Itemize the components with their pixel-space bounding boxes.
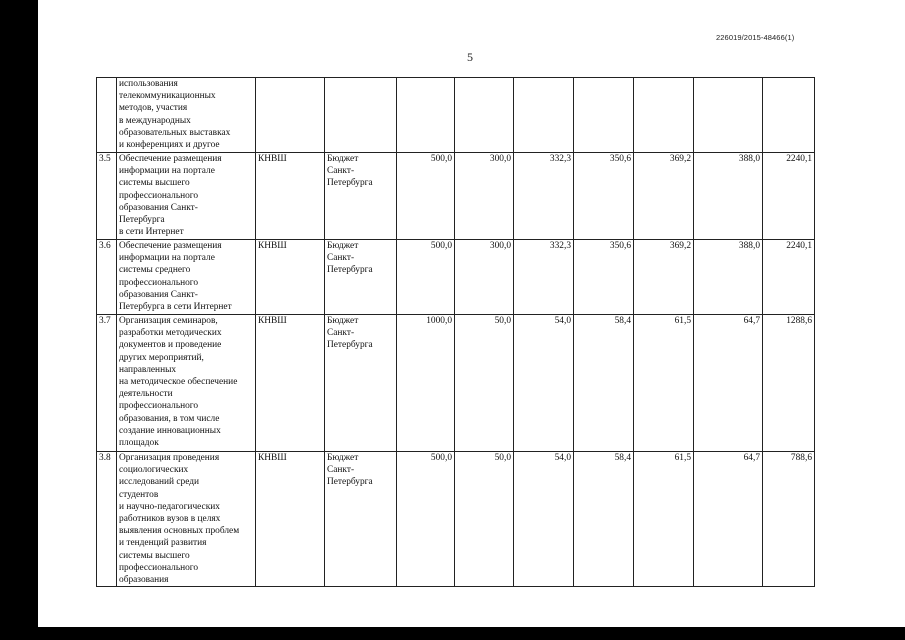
value-cell: 350,6 — [574, 153, 634, 240]
value-cell — [514, 78, 574, 153]
value-cell — [574, 78, 634, 153]
value-cell: 300,0 — [455, 240, 514, 315]
funding-source: Бюджет Санкт- Петербурга — [325, 240, 397, 315]
total-cell: 2240,1 — [763, 153, 815, 240]
total-cell: 1288,6 — [763, 315, 815, 452]
funding-source: Бюджет Санкт- Петербурга — [325, 315, 397, 452]
value-cell: 58,4 — [574, 315, 634, 452]
row-number: 3.6 — [97, 240, 117, 315]
activity-name: Обеспечение размещения информации на портале системы высшего профессионального образования Санкт- Петербурга в сети Интернет — [117, 153, 256, 240]
value-cell: 388,0 — [694, 240, 763, 315]
value-cell: 61,5 — [634, 452, 694, 587]
executor: КНВШ — [256, 153, 325, 240]
table-row — [97, 78, 815, 153]
activity-name: использования телекоммуникационных методов, участия в международных образовательных выставках и конференциях и другое — [117, 78, 256, 153]
executor — [256, 78, 325, 153]
executor: КНВШ — [256, 315, 325, 452]
value-cell: 332,3 — [514, 153, 574, 240]
value-cell — [634, 78, 694, 153]
funding-source: Бюджет Санкт- Петербурга — [325, 153, 397, 240]
value-cell: 300,0 — [455, 153, 514, 240]
total-cell: 2240,1 — [763, 240, 815, 315]
value-cell: 50,0 — [455, 315, 514, 452]
activity-name: Организация проведения социологических исследований среди студентов и научно-педагогических работников вузов в целях выявления основных проблем и тенденций развития системы высшего профессионального образования — [117, 452, 256, 587]
value-cell: 369,2 — [634, 153, 694, 240]
scan-bottom-edge — [0, 627, 905, 640]
value-cell: 388,0 — [694, 153, 763, 240]
table-row — [97, 153, 815, 240]
program-table — [96, 77, 815, 587]
executor: КНВШ — [256, 452, 325, 587]
total-cell: 788,6 — [763, 452, 815, 587]
table-row — [97, 315, 815, 452]
funding-source: Бюджет Санкт- Петербурга — [325, 452, 397, 587]
value-cell: 1000,0 — [397, 315, 455, 452]
row-number: 3.5 — [97, 153, 117, 240]
executor: КНВШ — [256, 240, 325, 315]
table-row — [97, 452, 815, 587]
value-cell: 350,6 — [574, 240, 634, 315]
page-number: 5 — [467, 50, 473, 64]
value-cell — [694, 78, 763, 153]
value-cell: 500,0 — [397, 240, 455, 315]
activity-name: Обеспечение размещения информации на портале системы среднего профессионального образования Санкт- Петербурга в сети Интернет — [117, 240, 256, 315]
value-cell: 500,0 — [397, 153, 455, 240]
row-number — [97, 78, 117, 153]
total-cell — [763, 78, 815, 153]
value-cell: 54,0 — [514, 315, 574, 452]
value-cell: 369,2 — [634, 240, 694, 315]
value-cell: 61,5 — [634, 315, 694, 452]
value-cell: 58,4 — [574, 452, 634, 587]
activity-name: Организация семинаров, разработки методических документов и проведение других мероприятий, направленных на методическое обеспечение деятельности профессионального образования, в том числе создание инновационных площадок — [117, 315, 256, 452]
value-cell: 332,3 — [514, 240, 574, 315]
value-cell: 50,0 — [455, 452, 514, 587]
value-cell — [397, 78, 455, 153]
row-number: 3.7 — [97, 315, 117, 452]
scan-left-edge — [0, 0, 38, 640]
value-cell: 64,7 — [694, 452, 763, 587]
row-number: 3.8 — [97, 452, 117, 587]
table-row — [97, 240, 815, 315]
funding-source — [325, 78, 397, 153]
value-cell: 54,0 — [514, 452, 574, 587]
value-cell — [455, 78, 514, 153]
document-id: 226019/2015-48466(1) — [716, 33, 795, 42]
value-cell: 64,7 — [694, 315, 763, 452]
value-cell: 500,0 — [397, 452, 455, 587]
